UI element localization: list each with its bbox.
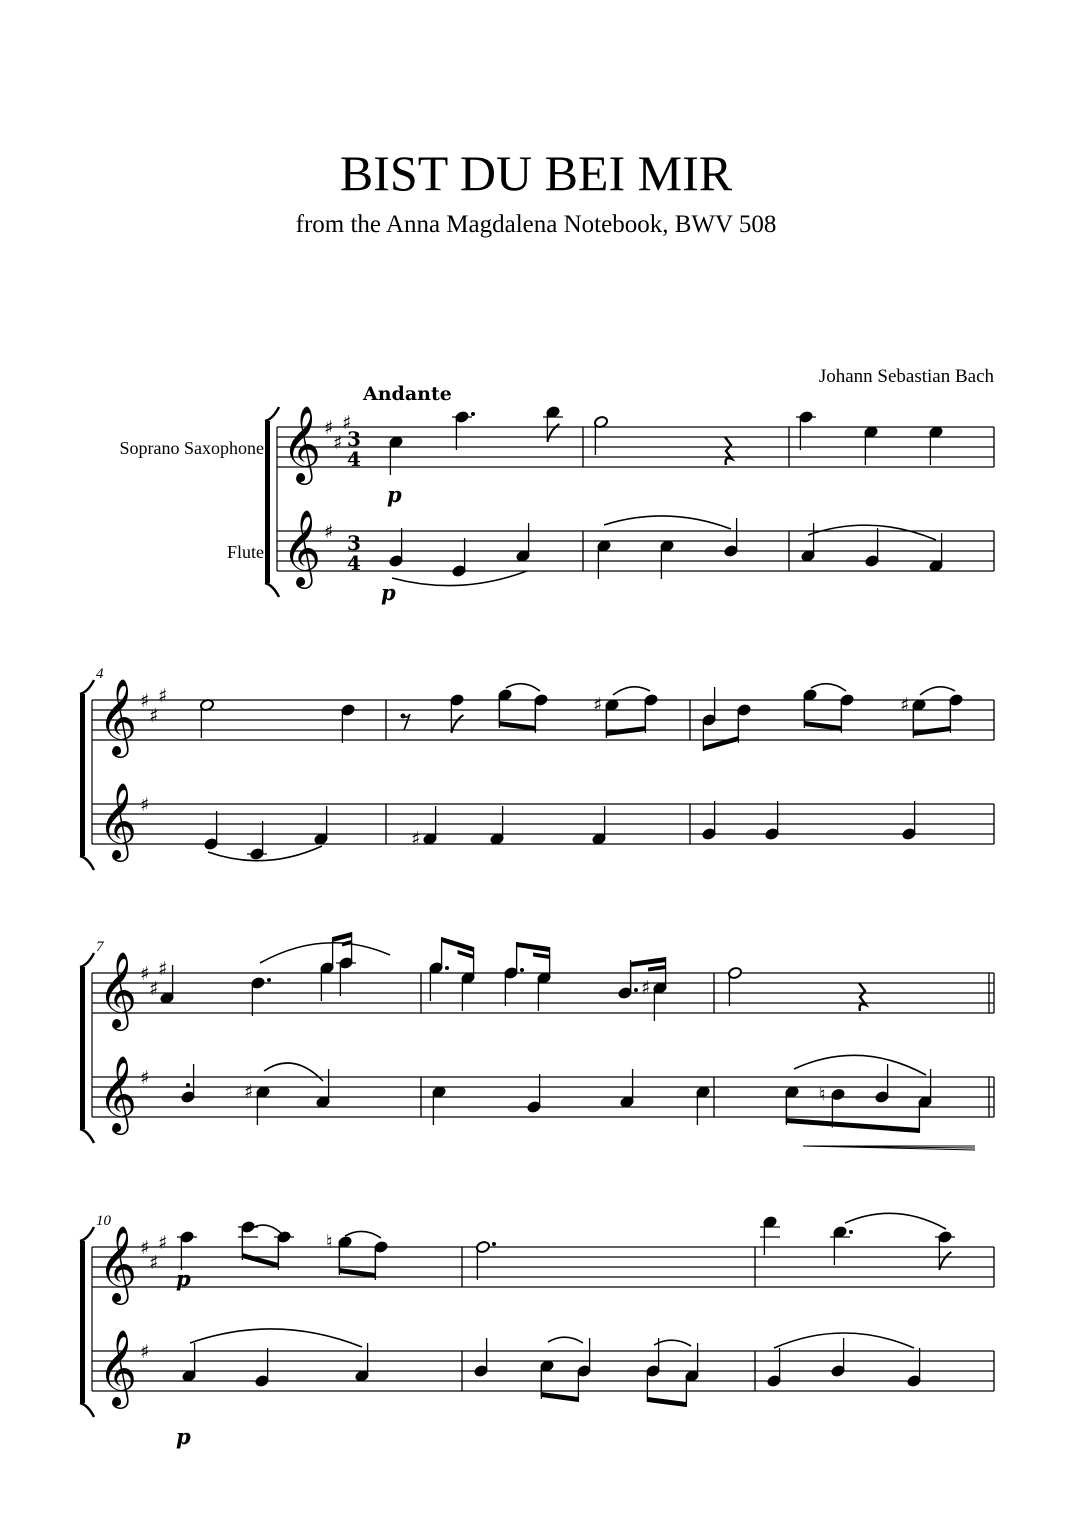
quarter-rest	[725, 437, 732, 465]
key-signature-sharp: ♯	[140, 794, 150, 816]
time-signature-beat-type: 4	[347, 447, 361, 471]
accidental: ♮	[326, 1231, 333, 1253]
key-signature-sharp: ♯	[140, 1237, 150, 1259]
system-bracket	[80, 967, 85, 1129]
measure-number: 4	[96, 666, 104, 682]
augmentation-dot	[445, 966, 449, 970]
augmentation-dot	[267, 978, 271, 982]
instrument-label-soprano-saxophone: Soprano Saxophone	[119, 438, 264, 458]
system-bracket	[80, 1227, 94, 1241]
system-bracket	[265, 583, 279, 597]
slur	[506, 684, 540, 691]
slur	[249, 1225, 283, 1235]
key-signature-sharp: ♯	[140, 1341, 150, 1363]
key-signature-sharp: ♯	[324, 521, 334, 543]
treble-clef: 𝄞	[98, 1225, 138, 1302]
system-bracket	[80, 1241, 85, 1403]
key-signature-sharp: ♯	[149, 705, 159, 727]
soprano-saxophone-staff	[92, 1247, 994, 1287]
treble-clef: 𝄞	[282, 405, 322, 482]
note-beam	[913, 726, 950, 736]
note-beam	[786, 1118, 919, 1133]
system-bracket	[80, 1129, 94, 1143]
time-signature-beat-type: 4	[347, 551, 361, 575]
accidental: ♯	[900, 694, 910, 716]
note-beam	[458, 950, 474, 959]
key-signature-sharp: ♯	[158, 1232, 168, 1254]
accidental: ♯	[244, 1081, 254, 1103]
soprano-saxophone-staff	[92, 700, 994, 740]
key-signature-sharp: ♯	[324, 417, 334, 439]
slur	[613, 687, 650, 695]
system-bracket	[80, 694, 85, 856]
flute-staff	[92, 804, 994, 844]
dynamic-piano: p	[381, 580, 396, 605]
key-signature-sharp: ♯	[140, 963, 150, 985]
slur	[264, 1063, 323, 1081]
key-signature-sharp: ♯	[158, 958, 168, 980]
augmentation-dot	[471, 412, 475, 416]
augmentation-dot	[849, 1230, 853, 1234]
treble-clef: 𝄞	[282, 509, 322, 586]
quarter-rest	[859, 983, 866, 1011]
flute-staff	[92, 1077, 994, 1117]
dynamic-piano: p	[387, 482, 402, 507]
slur	[654, 1340, 691, 1346]
soprano-saxophone-staff	[277, 427, 994, 467]
system-bracket	[80, 680, 94, 694]
eighth-rest	[403, 714, 410, 730]
slur	[208, 846, 322, 861]
note-beam	[442, 937, 474, 952]
accidental: ♯	[411, 828, 421, 850]
treble-clef: 𝄞	[98, 1055, 138, 1132]
slur	[345, 1231, 381, 1238]
note-beam	[647, 1397, 686, 1407]
treble-clef: 𝄞	[98, 678, 138, 755]
dynamic-piano: p	[176, 1266, 191, 1291]
flute-staff	[92, 1351, 994, 1391]
treble-clef: 𝄞	[98, 782, 138, 859]
augmentation-dot	[520, 968, 524, 972]
note-beam	[333, 932, 352, 942]
note-beam	[242, 1253, 278, 1268]
slur	[604, 516, 731, 529]
system-bracket	[265, 407, 279, 421]
slur	[548, 1337, 583, 1343]
key-signature-sharp: ♯	[149, 1252, 159, 1274]
measure-number: 10	[96, 1213, 111, 1229]
flute-staff	[277, 531, 994, 571]
note-beam	[533, 953, 550, 960]
note-beam	[517, 942, 550, 952]
piece-title: BIST DU BEI MIR	[339, 145, 733, 201]
key-signature-sharp: ♯	[140, 1067, 150, 1089]
accidental: ♯	[641, 977, 651, 999]
system-bracket	[80, 856, 94, 870]
accidental: ♯	[593, 694, 603, 716]
note-beam	[606, 726, 645, 736]
dynamic-piano: p	[176, 1424, 191, 1449]
treble-clef: 𝄞	[98, 1329, 138, 1406]
instrument-label-flute: Flute	[226, 542, 264, 562]
note-beam	[648, 965, 666, 972]
system-bracket	[80, 953, 94, 967]
tempo-marking: Andante	[363, 383, 452, 405]
time-signature-beats: 3	[347, 531, 361, 555]
time-signature-beats: 3	[347, 427, 361, 451]
slur	[190, 1329, 362, 1347]
key-signature-sharp: ♯	[342, 412, 352, 434]
augmentation-dot	[634, 988, 638, 992]
note-beam	[541, 1392, 578, 1402]
key-signature-sharp: ♯	[149, 978, 159, 1000]
slur	[260, 943, 390, 963]
measure-number: 7	[96, 939, 104, 955]
staccato-dot	[186, 1083, 190, 1087]
note-beam	[703, 736, 738, 751]
slur	[794, 1055, 926, 1075]
composer-name: Johann Sebastian Bach	[818, 366, 994, 387]
piece-subtitle: from the Anna Magdalena Notebook, BWV 508	[295, 211, 777, 238]
slur	[920, 687, 955, 695]
accidental: ♮	[819, 1083, 826, 1106]
slur	[811, 684, 846, 691]
slur	[845, 1213, 946, 1229]
system-bracket	[265, 421, 270, 583]
key-signature-sharp: ♯	[140, 690, 150, 712]
slur	[808, 525, 936, 540]
key-signature-sharp: ♯	[158, 685, 168, 707]
treble-clef: 𝄞	[98, 951, 138, 1028]
note-beam	[631, 957, 666, 967]
augmentation-dot	[492, 1242, 496, 1246]
system-bracket	[80, 1403, 94, 1417]
key-signature-sharp: ♯	[333, 432, 343, 454]
